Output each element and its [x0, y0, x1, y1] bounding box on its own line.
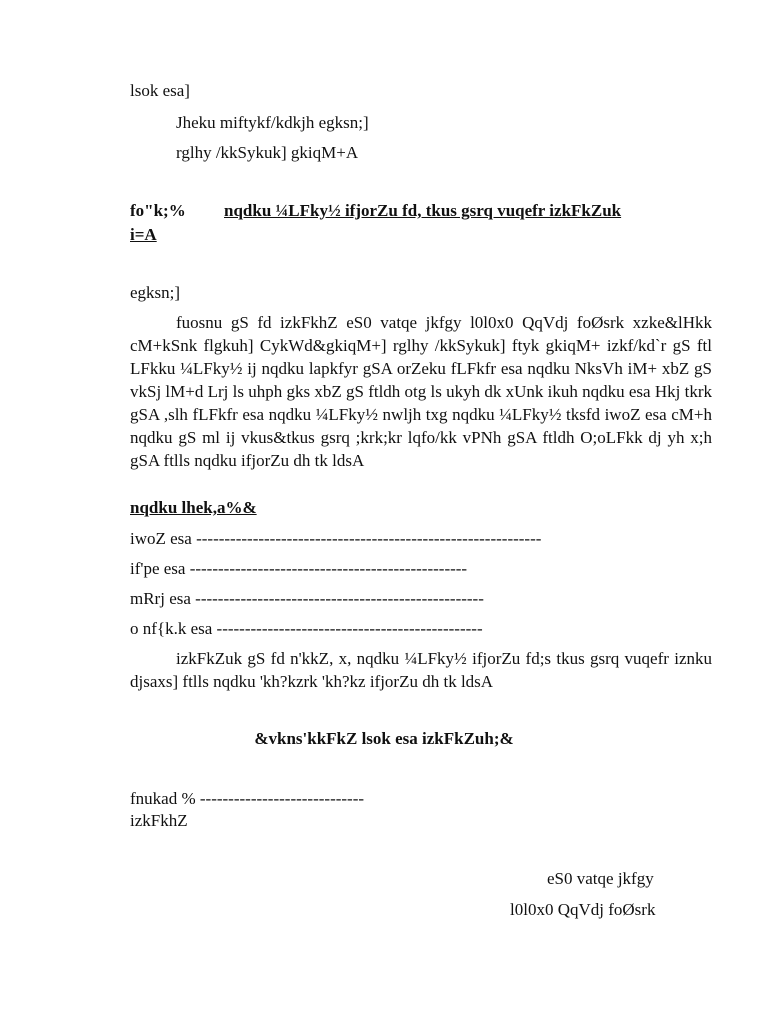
body-paragraph-text: fuosnu gS fd izkFkhZ eS0 vatqe jkfgy l0l0x0 QqVdj foØsrk xzke&lHkk cM+kSnk flgkuh] CykWd&gkiqM+] rglhy /kkSykuk] ftyk gkiqM+ izkf/kd`r gS ftl LFkku ¼LFky½ ij nqdku lapkfyr gSA orZeku fLFkfr esa nqdku NksVh iM+ xbZ gS vkSj lM+d Lrj ls uhph gks xbZ gS ftldh otg ls ukyh dk xUnk ikuh nqdku esa Hkj tkrk gSA ,slh fLFkfr esa nqdku ¼LFky½ nwljh txg nqdku ¼LFky½ tksfd iwoZ esa cM+h nqdku gS ml ij vkus&tkus gsrq ;krk;kr lqfo/kk vPNh gSA ftldh O;oLFkk dj yh x;h gSA ftlls nqdku ifjorZu dh tk ldsA [130, 313, 712, 470]
signature-designation: l0l0x0 QqVdj foØsrk [510, 900, 656, 919]
subject-text-continued: i=A [130, 225, 157, 244]
applicant-label: izkFkhZ [130, 811, 188, 830]
request-paragraph [130, 647, 712, 693]
addressee: lsok esa] [130, 81, 190, 100]
boundary-east: iwoZ esa ------------------------------------------------------------- [130, 529, 542, 548]
subject-text: nqdku ¼LFky½ ifjorZu fd, tkus gsrq vuqefr izkFkZuk [224, 201, 622, 220]
salutation: egksn;] [130, 283, 181, 302]
body-paragraph [130, 311, 712, 472]
request-paragraph-text: izkFkZuk gS fd n'kkZ, x, nqdku ¼LFky½ ifjorZu fd;s tkus gsrq vuqefr iznku djsaxs] ftlls nqdku 'kh?kzrk 'kh?kz ifjorZu dh tk ldsA [130, 649, 712, 691]
boundary-south: o nf{k.k esa ----------------------------------------------- [130, 619, 483, 638]
closing-heading: &vkns'kkFkZ lsok esa izkFkZuh;& [254, 729, 514, 748]
subject-label: fo"k;% [130, 201, 186, 220]
date-line: fnukad % ----------------------------- [130, 789, 365, 808]
addressee-line2: rglhy /kkSykuk] gkiqM+A [176, 143, 359, 162]
boundaries-heading: nqdku lhek,a%& [130, 498, 257, 517]
signature-name: eS0 vatqe jkfgy [547, 869, 654, 888]
boundary-west: if'pe esa ------------------------------------------------- [130, 559, 468, 578]
addressee-line1: Jheku miftykf/kdkjh egksn;] [176, 113, 369, 132]
boundary-north: mRrj esa --------------------------------------------------- [130, 589, 484, 608]
